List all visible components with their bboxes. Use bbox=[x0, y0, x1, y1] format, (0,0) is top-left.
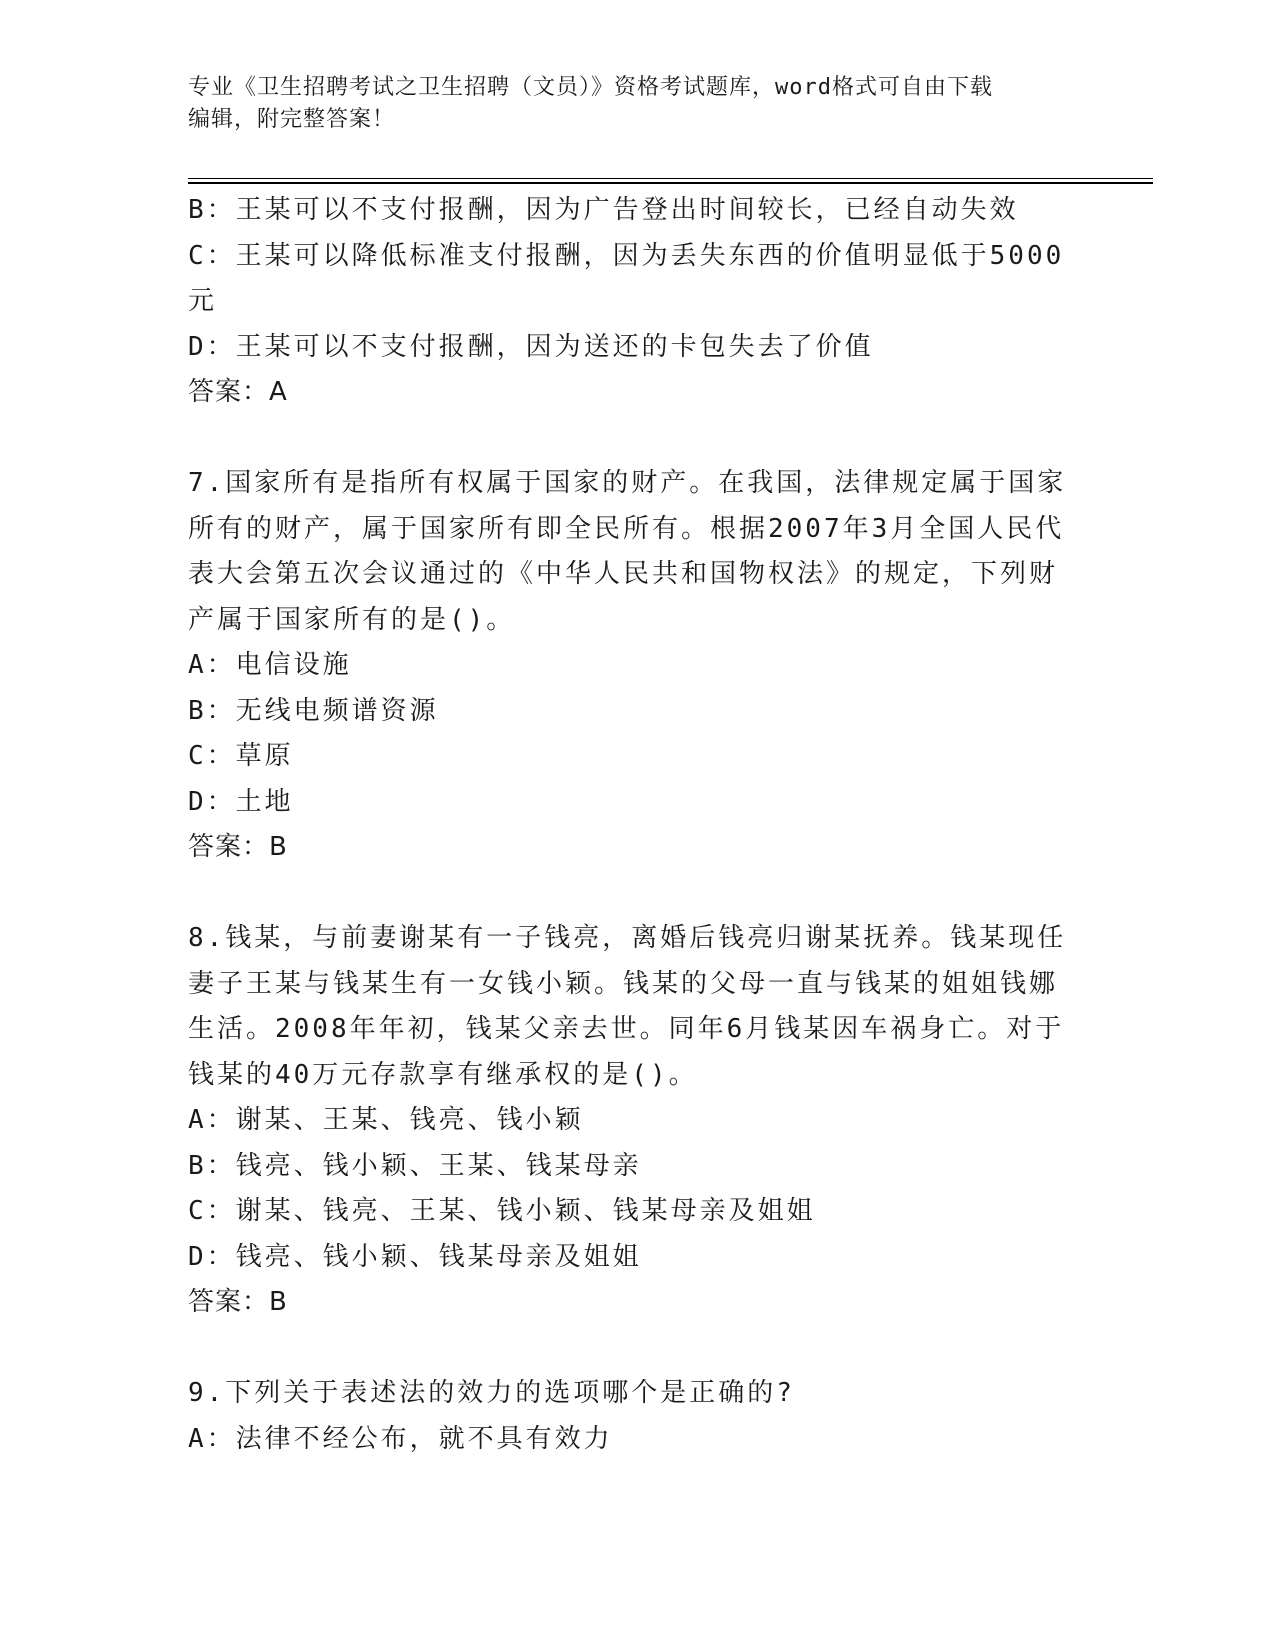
question-8 bbox=[188, 916, 1068, 1326]
question-7 bbox=[188, 461, 1068, 871]
spacer bbox=[188, 1326, 1068, 1372]
spacer bbox=[188, 871, 1068, 917]
answer: 答案：B bbox=[188, 1287, 288, 1317]
header-divider-thick bbox=[188, 182, 1153, 184]
question-6-continued bbox=[188, 188, 1068, 416]
answer: 答案：B bbox=[188, 832, 288, 862]
option-b: B：王某可以不支付报酬，因为广告登出时间较长，已经自动失效 bbox=[188, 195, 1019, 225]
question-stem: 8.钱某，与前妻谢某有一子钱亮，离婚后钱亮归谢某抚养。钱某现任 bbox=[188, 923, 1067, 953]
option-a: A：法律不经公布，就不具有效力 bbox=[188, 1423, 613, 1454]
question-stem: 生活。2008年年初，钱某父亲去世。同年6月钱某因车祸身亡。对于 bbox=[188, 1014, 1065, 1044]
option-d: D：王某可以不支付报酬，因为送还的卡包失去了价值 bbox=[188, 331, 874, 362]
option-c: C：王某可以降低标准支付报酬，因为丢失东西的价值明显低于5000 bbox=[188, 240, 1065, 271]
header-title-line-1: 专业《卫生招聘考试之卫生招聘（文员）》资格考试题库，word格式可自由下载 bbox=[188, 75, 993, 100]
document-header bbox=[188, 72, 1068, 136]
option-c-wrap: 元 bbox=[188, 286, 218, 316]
question-9 bbox=[188, 1371, 1068, 1462]
option-a: A：电信设施 bbox=[188, 650, 352, 680]
question-stem: 产属于国家所有的是()。 bbox=[188, 604, 516, 635]
option-c: C：谢某、钱亮、王某、钱小颖、钱某母亲及姐姐 bbox=[188, 1196, 816, 1226]
question-stem: 钱某的40万元存款享有继承权的是()。 bbox=[188, 1059, 698, 1090]
answer: 答案：A bbox=[188, 377, 288, 407]
option-d: D：钱亮、钱小颖、钱某母亲及姐姐 bbox=[188, 1241, 642, 1272]
header-divider-thin bbox=[188, 178, 1153, 179]
spacer bbox=[188, 416, 1068, 462]
document-body bbox=[188, 188, 1068, 1462]
option-a: A：谢某、王某、钱亮、钱小颖 bbox=[188, 1105, 584, 1135]
option-b: B：无线电频谱资源 bbox=[188, 695, 439, 726]
option-d: D：土地 bbox=[188, 786, 294, 817]
question-stem: 所有的财产，属于国家所有即全民所有。根据2007年3月全国人民代 bbox=[188, 513, 1065, 544]
question-stem: 妻子王某与钱某生有一女钱小颖。钱某的父母一直与钱某的姐姐钱娜 bbox=[188, 968, 1059, 999]
header-title-line-2: 编辑，附完整答案！ bbox=[188, 107, 396, 132]
option-c: C：草原 bbox=[188, 741, 294, 771]
option-b: B：钱亮、钱小颖、王某、钱某母亲 bbox=[188, 1150, 642, 1181]
question-stem: 表大会第五次会议通过的《中华人民共和国物权法》的规定，下列财 bbox=[188, 559, 1059, 589]
question-stem: 9.下列关于表述法的效力的选项哪个是正确的? bbox=[188, 1378, 795, 1408]
question-stem: 7.国家所有是指所有权属于国家的财产。在我国，法律规定属于国家 bbox=[188, 468, 1067, 498]
